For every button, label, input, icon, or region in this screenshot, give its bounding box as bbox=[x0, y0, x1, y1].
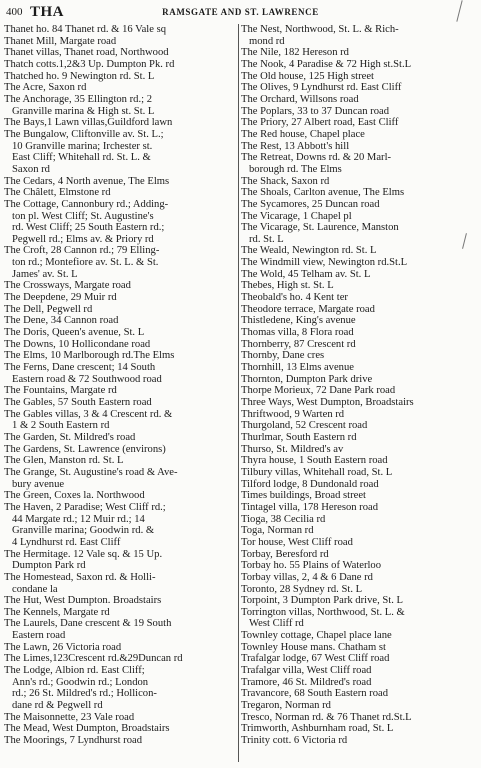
directory-entry-line: Times buildings, Broad street bbox=[241, 490, 366, 502]
directory-entry-line: Tresco, Norman rd. & 76 Thanet rd.St.L bbox=[241, 711, 412, 723]
directory-entry-line: The Old house, 125 High street bbox=[241, 70, 374, 82]
directory-entry-line: Thornton, Dumpton Park drive bbox=[241, 373, 373, 385]
directory-entry-line: rd.; 26 St. Mildred's rd.; Hollicon- bbox=[12, 688, 157, 700]
directory-entry-line: Toga, Norman rd bbox=[241, 525, 314, 537]
directory-entry-line: 44 Margate rd.; 12 Muir rd.; 14 bbox=[12, 513, 145, 525]
directory-entry-line: The Retreat, Downs rd. & 20 Marl- bbox=[241, 152, 392, 164]
left-column bbox=[4, 24, 239, 762]
directory-entry-line: The Wold, 45 Telham av. St. L bbox=[241, 268, 371, 280]
directory-entry-line: Tregaron, Norman rd bbox=[241, 700, 331, 712]
directory-entry-line: Thorpe Morieux, 72 Dane Park road bbox=[241, 385, 396, 397]
directory-entry-line: The Poplars, 33 to 37 Duncan road bbox=[241, 105, 389, 117]
directory-entry-line: rd. St. L bbox=[249, 233, 284, 245]
directory-entry-line: Thistledene, King's avenue bbox=[241, 315, 356, 327]
directory-entry-line: Tilbury villas, Whitehall road, St. L bbox=[241, 466, 393, 478]
directory-entry-line: Travancore, 68 South Eastern road bbox=[241, 688, 389, 700]
directory-entry-line: The Crossways, Margate road bbox=[4, 280, 131, 292]
directory-entry-line: ton pl. West Cliff; St. Augustine's bbox=[12, 210, 154, 222]
directory-entry-line: James' av. St. L bbox=[12, 268, 78, 280]
directory-entry-line: Trimworth, Ashburnham road, St. L bbox=[241, 723, 394, 735]
directory-entry-line: The Gables, 57 South Eastern road bbox=[4, 397, 152, 408]
directory-entry-line: Thanet villas, Thanet road, Northwood bbox=[4, 47, 169, 59]
directory-entry-line: The Homestead, Saxon rd. & Holli- bbox=[4, 571, 156, 583]
directory-entry-line: The Hermitage. 12 Vale sq. & 15 Up. bbox=[4, 548, 163, 560]
directory-entry-line: 1 & 2 South Eastern rd bbox=[12, 420, 110, 432]
directory-entry-line: The Croft, 28 Cannon rd.; 79 Elling- bbox=[4, 245, 160, 257]
directory-entry-line: The Glen, Manston rd. St. L bbox=[4, 455, 124, 467]
directory-entry-line: Thanet ho. 84 Thanet rd. & 16 Vale sq bbox=[4, 24, 167, 35]
directory-entry-line: The Grange, St. Augustine's road & Ave- bbox=[4, 466, 178, 478]
directory-entry-line: Eastern road & 72 Southwood road bbox=[12, 373, 162, 385]
directory-entry-line: The Nest, Northwood, St. L. & Rich- bbox=[241, 24, 399, 35]
directory-entry-line: The Vicarage, 1 Chapel pl bbox=[241, 210, 352, 222]
directory-entry-line: Eastern road bbox=[12, 630, 66, 642]
directory-entry-line: Thriftwood, 9 Warten rd bbox=[241, 408, 345, 420]
section-abbrev: THA bbox=[30, 4, 65, 20]
directory-entry-line: The Acre, Saxon rd bbox=[4, 82, 87, 94]
directory-entry-line: Trinity cott. 6 Victoria rd bbox=[241, 735, 348, 747]
directory-entry-line: Granville marina; Goodwin rd. & bbox=[12, 525, 155, 537]
directory-entry-line: Thurlmar, South Eastern rd bbox=[241, 431, 357, 443]
directory-entry-line: The Dene, 34 Cannon road bbox=[4, 315, 119, 327]
directory-entry-line: Torrington villas, Northwood, St. L. & bbox=[241, 606, 405, 618]
directory-entry-line: The Châlett, Elmstone rd bbox=[4, 187, 111, 199]
directory-entry-line: Thomas villa, 8 Flora road bbox=[241, 327, 354, 339]
directory-entry-line: Trafalgar lodge, 67 West Cliff road bbox=[241, 653, 390, 665]
directory-entry-line: bury avenue bbox=[12, 478, 65, 490]
directory-entry-line: Pegwell rd.; Elms av. & Priory rd bbox=[12, 233, 154, 245]
directory-entry-line: Torbay villas, 2, 4 & 6 Dane rd bbox=[241, 571, 373, 583]
directory-entry-line: borough rd. The Elms bbox=[249, 163, 342, 175]
directory-entry-line: The Cedars, 4 North avenue, The Elms bbox=[4, 175, 170, 187]
directory-entry-line: The Green, Coxes la. Northwood bbox=[4, 490, 145, 502]
directory-entry-line: Thornby, Dane cres bbox=[241, 350, 325, 362]
directory-entry-line: mond rd bbox=[249, 35, 285, 47]
directory-entry-line: Thornhill, 13 Elms avenue bbox=[241, 362, 354, 374]
directory-entry-line: Three Ways, West Dumpton, Broadstairs bbox=[241, 397, 414, 408]
directory-entry-line: 4 Lyndhurst rd. East Cliff bbox=[12, 536, 121, 548]
directory-entry-line: The Windmill view, Newington rd.St.L bbox=[241, 257, 408, 269]
directory-entry-line: The Laurels, Dane crescent & 19 South bbox=[4, 618, 172, 630]
directory-entry-line: Thatched ho. 9 Newington rd. St. L bbox=[4, 70, 155, 82]
directory-entry-line: The Hut, West Dumpton. Broadstairs bbox=[4, 595, 162, 607]
directory-entry-line: The Gables villas, 3 & 4 Crescent rd. & bbox=[4, 408, 173, 420]
directory-entry-line: Ann's rd.; Goodwin rd.; London bbox=[12, 676, 149, 688]
directory-entry-line: The Vicarage, St. Laurence, Manston bbox=[241, 222, 399, 234]
directory-entry-line: The Priory, 27 Albert road, East Cliff bbox=[241, 117, 399, 129]
directory-entry-line: The Weald, Newington rd. St. L bbox=[241, 245, 377, 257]
directory-entry-line: The Lawn, 26 Victoria road bbox=[4, 641, 122, 653]
directory-entry-line: The Haven, 2 Paradise; West Cliff rd.; bbox=[4, 501, 166, 513]
directory-entry-line: The Sycamores, 25 Duncan road bbox=[241, 198, 380, 210]
directory-entry-line: Thebes, High st. St. L bbox=[241, 280, 334, 292]
directory-entry-line: Townley House mans. Chatham st bbox=[241, 641, 386, 653]
directory-entry-line: Saxon rd bbox=[12, 163, 50, 175]
directory-entry-line: Tramore, 46 St. Mildred's road bbox=[241, 676, 372, 688]
directory-entry-line: Torbay, Beresford rd bbox=[241, 548, 329, 560]
directory-entry-line: Tioga, 38 Cecilia rd bbox=[241, 513, 326, 525]
directory-entry-line: Granville marina & High st. St. L bbox=[12, 105, 155, 117]
directory-entry-line: Thanet Mill, Margate road bbox=[4, 35, 117, 47]
directory-entry-line: The Deepdene, 29 Muir rd bbox=[4, 292, 117, 304]
directory-entry-line: The Rest, 13 Abbott's hill bbox=[241, 140, 350, 152]
directory-entry-line: The Nook, 4 Paradise & 72 High st.St.L bbox=[241, 58, 412, 70]
directory-entry-line: East Cliff; Whitehall rd. St. L. & bbox=[12, 152, 151, 164]
directory-entry-line: The Limes,123Crescent rd.&29Duncan rd bbox=[4, 653, 183, 665]
right-column bbox=[241, 24, 477, 747]
directory-entry-line: dane rd & Pegwell rd bbox=[12, 700, 103, 712]
directory-entry-line: The Anchorage, 35 Ellington rd.; 2 bbox=[4, 93, 152, 105]
directory-entry-line: The Shoals, Carlton avenue, The Elms bbox=[241, 187, 405, 199]
directory-entry-line: The Fountains, Margate rd bbox=[4, 385, 117, 397]
directory-entry-line: Dumpton Park rd bbox=[12, 560, 86, 572]
directory-entry-line: Trafalgar villa, West Cliff road bbox=[241, 665, 372, 677]
directory-entry-line: 10 Granville marina; Irchester st. bbox=[12, 140, 153, 152]
directory-entry-line: The Bungalow, Cliftonville av. St. L.; bbox=[4, 128, 164, 140]
directory-entry-line: The Orchard, Willsons road bbox=[241, 93, 359, 105]
directory-entry-line: The Doris, Queen's avenue, St. L bbox=[4, 327, 145, 339]
directory-entry-line: West Cliff rd bbox=[249, 618, 304, 630]
directory-entry-line: The Kennels, Margate rd bbox=[4, 606, 110, 618]
page-header bbox=[4, 4, 477, 22]
directory-entry-line: The Garden, St. Mildred's road bbox=[4, 431, 136, 443]
directory-entry-line: The Olives, 9 Lyndhurst rd. East Cliff bbox=[241, 82, 402, 94]
directory-entry-line: Toronto, 28 Sydney rd. St. L bbox=[241, 583, 363, 595]
directory-entry-line: The Shack, Saxon rd bbox=[241, 175, 330, 187]
directory-entry-line: Thyra house, 1 South Eastern road bbox=[241, 455, 388, 467]
directory-entry-line: Tintagel villa, 178 Hereson road bbox=[241, 501, 379, 513]
directory-entry-line: Tor house, West Cliff road bbox=[241, 536, 353, 548]
directory-entry-line: The Moorings, 7 Lyndhurst road bbox=[4, 735, 142, 747]
directory-entry-line: The Lodge, Albion rd. East Cliff; bbox=[4, 665, 145, 677]
page-number: 400 bbox=[6, 6, 23, 18]
directory-entry-line: Thatch cotts.1,2&3 Up. Dumpton Pk. rd bbox=[4, 58, 175, 70]
directory-entry-line: The Elms, 10 Marlborough rd.The Elms bbox=[4, 350, 175, 362]
directory-entry-line: Thornberry, 87 Crescent rd bbox=[241, 338, 356, 350]
directory-entry-line: The Maisonnette, 23 Vale road bbox=[4, 711, 135, 723]
directory-entry-line: The Nile, 182 Hereson rd bbox=[241, 47, 349, 59]
directory-entry-line: The Mead, West Dumpton, Broadstairs bbox=[4, 723, 170, 735]
directory-entry-line: The Cottage, Cannonbury rd.; Adding- bbox=[4, 198, 169, 210]
directory-entry-line: Townley cottage, Chapel place lane bbox=[241, 630, 392, 642]
directory-entry-line: The Ferns, Dane crescent; 14 South bbox=[4, 362, 156, 374]
page-title: RAMSGATE AND ST. LAWRENCE bbox=[162, 7, 319, 17]
directory-entry-line: The Red house, Chapel place bbox=[241, 128, 365, 140]
directory-entry-line: Thurso, St. Mildred's av bbox=[241, 443, 344, 455]
directory-entry-line: Thurgoland, 52 Crescent road bbox=[241, 420, 368, 432]
directory-entry-line: Tilford lodge, 8 Dundonald road bbox=[241, 478, 379, 490]
directory-entry-line: The Gardens, St. Lawrence (environs) bbox=[4, 443, 166, 455]
directory-entry-line: condane la bbox=[12, 583, 58, 595]
directory-entry-line: The Dell, Pegwell rd bbox=[4, 303, 93, 315]
directory-entry-line: Theodore terrace, Margate road bbox=[241, 303, 375, 315]
directory-entry-line: Theobald's ho. 4 Kent ter bbox=[241, 292, 348, 304]
directory-entry-line: The Downs, 10 Hollicondane road bbox=[4, 338, 151, 350]
directory-entry-line: Torbay ho. 55 Plains of Waterloo bbox=[241, 560, 382, 572]
directory-entry-line: rd. West Cliff; 25 South Eastern rd.; bbox=[12, 222, 165, 234]
directory-entry-line: Torpoint, 3 Dumpton Park drive, St. L bbox=[241, 595, 403, 607]
directory-entry-line: The Bays,1 Lawn villas,Guildford lawn bbox=[4, 117, 173, 129]
directory-entry-line: ton rd.; Montefiore av. St. L. & St. bbox=[12, 257, 159, 269]
